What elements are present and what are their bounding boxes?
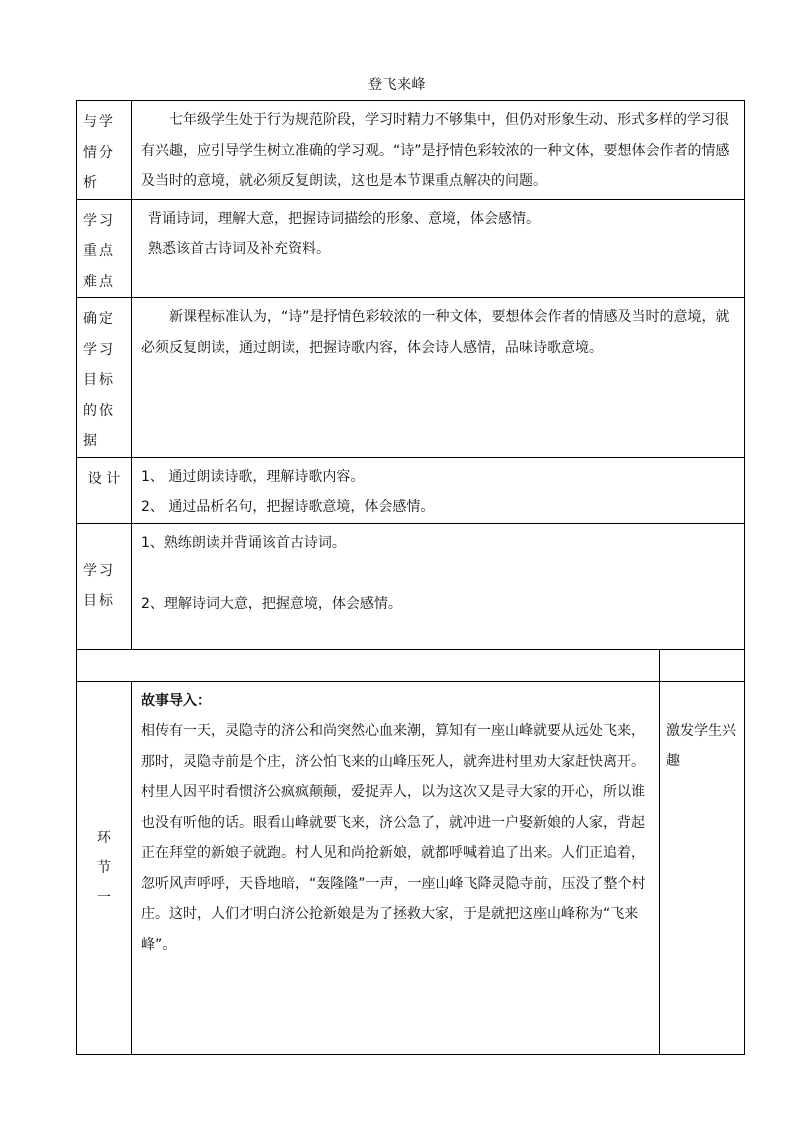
table-row-basis [77,298,745,458]
key-points-line-2: 熟悉该首古诗词及补充资料。 [148,241,330,257]
objectives-label: 学习目标 [83,562,115,609]
basis-label: 确定学习目标的依据 [83,311,115,449]
design-label: 设 计 [87,470,121,487]
analysis-label: 与学情分析 [83,114,115,191]
empty-cell [77,649,660,681]
step1-content-cell [132,681,660,1054]
step1-note: 激发学生兴趣 [666,722,736,769]
table-row-step1 [77,681,745,1054]
design-line-1: 1、 通过朗读诗歌，理解诗歌内容。 [141,468,365,485]
design-content-cell [132,457,745,523]
key-points-label-cell [77,199,132,298]
step1-label-cell [77,681,132,1054]
analysis-text: 七年级学生处于行为规范阶段，学习时精力不够集中，但仍对形象生动、形式多样的学习很有兴趣，应引导学生树立准确的学习观。“诗”是抒情色彩较浓的一种文体，要想体会作者的情感及当时的意境，就必须反复朗读，这也是本节课重点解决的问题。 [141,112,730,189]
analysis-label-cell [77,101,132,200]
design-line-2: 2、 通过品析名句，把握诗歌意境，体会感情。 [141,499,435,515]
objectives-line-2: 2、理解诗词大意，把握意境，体会感情。 [141,596,402,612]
step1-note-cell [660,681,745,1054]
design-label-cell [77,457,132,523]
empty-note-cell [660,649,745,681]
objectives-label-cell [77,523,132,649]
basis-content-cell [132,298,745,458]
basis-text: 新课程标准认为，“诗”是抒情色彩较浓的一种文体，要想体会作者的情感及当时的意境，就必须反复朗读，通过朗读，把握诗歌内容，体会诗人感情，品味诗歌意境。 [141,309,730,356]
objectives-line-1: 1、熟练朗读并背诵该首古诗词。 [141,534,346,551]
lesson-plan-table [76,100,745,1055]
table-row-objectives [77,523,745,649]
table-row-empty [77,649,745,681]
key-points-label: 学习重点难点 [83,212,115,290]
table-row-key-points [77,199,745,298]
key-points-content-cell [132,199,745,298]
table-row-design [77,457,745,523]
page-title: 登飞来峰 [368,77,426,93]
key-points-line-1: 背诵诗词，理解大意，把握诗词描绘的形象、意境，体会感情。 [148,210,540,227]
story-text: 相传有一天，灵隐寺的济公和尚突然心血来潮，算知有一座山峰就要从远处飞来，那时，灵隐寺前是个庄，济公怕飞来的山峰压死人，就奔进村里劝大家赶快离开。村里人因平时看惯济公疯疯颠颠，爱捉弄人，以为这次又是寻大家的开心，所以谁也没有听他的话。眼看山峰就要飞来，济公急了，就冲进一户娶新娘的人家，背起正在拜堂的新娘子就跑。村人见和尚抢新娘，就都呼喊着追了出来。人们正追着，忽听风声呼呼，天昏地暗，“轰隆隆”一声，一座山峰飞降灵隐寺前，压没了整个村庄。这时，人们才明白济公抢新娘是为了拯救大家，于是就把这座山峰称为“飞来峰”。 [141,723,646,953]
story-heading [132,682,659,717]
story-heading-text: 故事导入： [141,692,211,709]
basis-label-cell [77,298,132,458]
objectives-content-cell [132,523,745,649]
analysis-content-cell [132,101,745,200]
step1-label: 环节一 [97,829,111,906]
table-row-analysis [77,101,745,200]
